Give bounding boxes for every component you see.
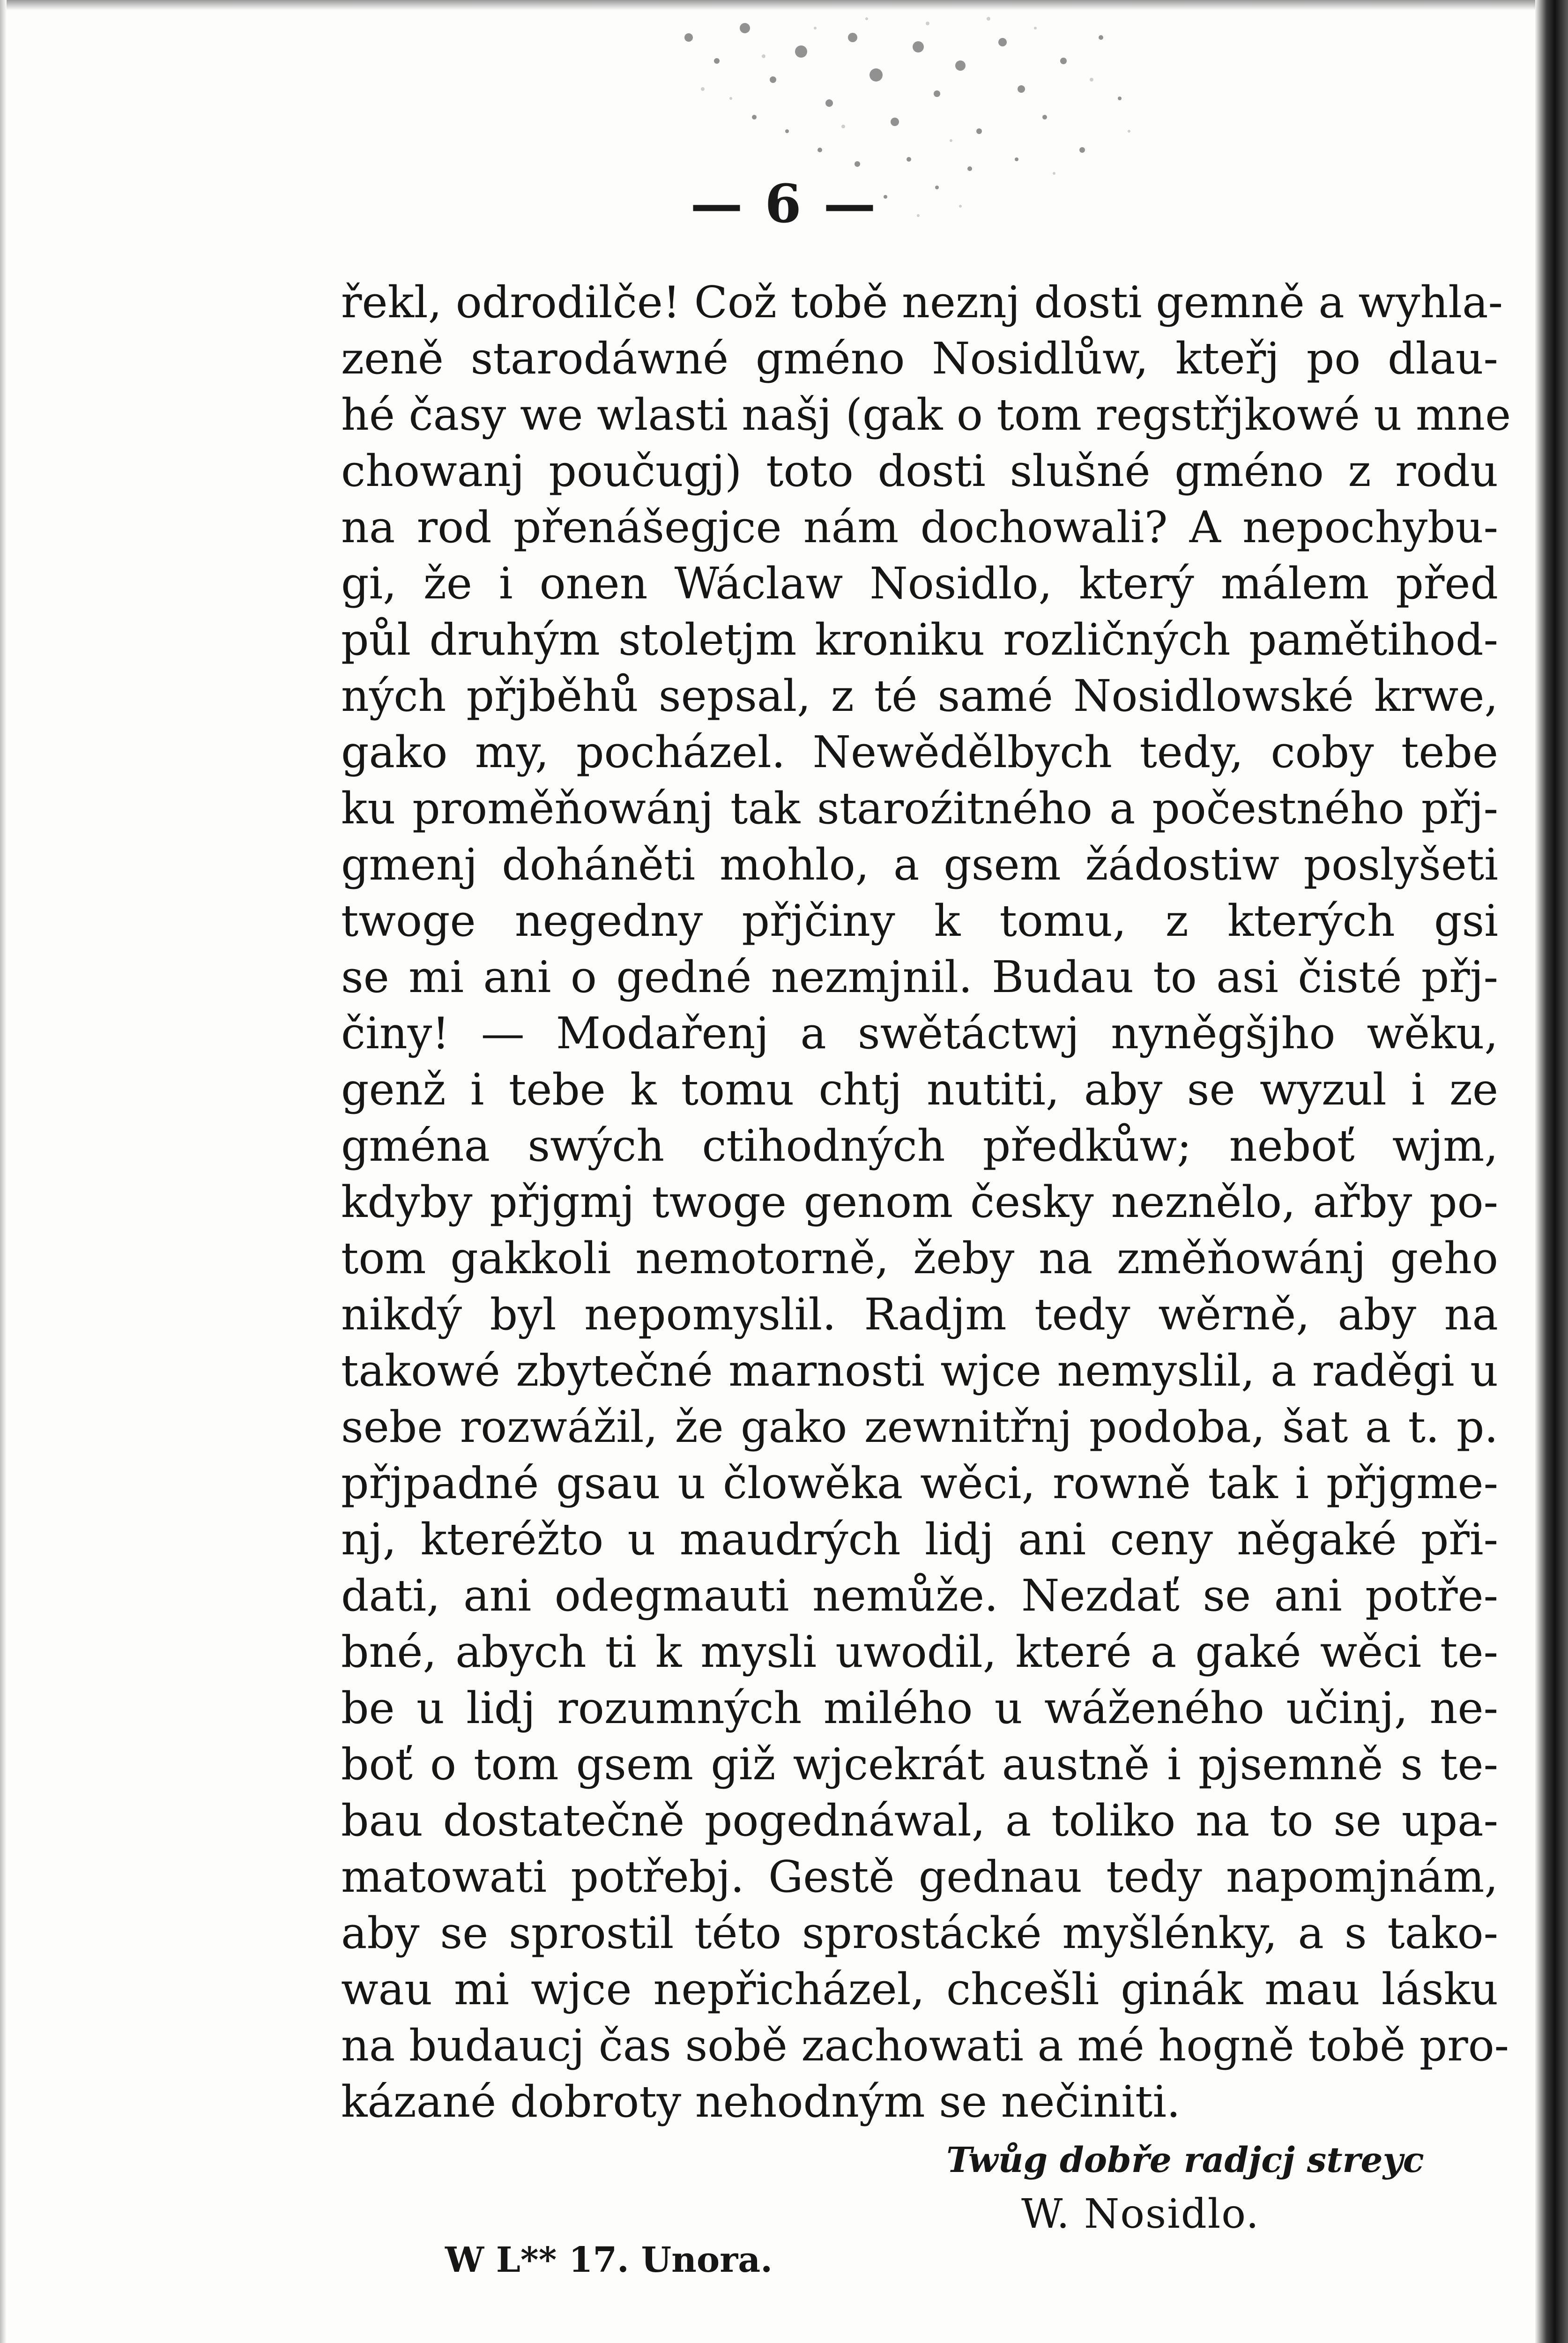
- text-line: matowati potřebj. Gestě gednau tedy napomjnám,: [341, 1851, 1498, 1902]
- text-line: se mi ani o gedné nezmjnil. Budau to asi čisté přj-: [341, 952, 1498, 1002]
- page-left-edge: [0, 0, 7, 2343]
- text-line: na budaucj čas sobě zachowati a mé hogně tobě pro-: [341, 2020, 1509, 2071]
- text-line: řekl, odrodilče! Což tobě neznj dosti gemně a wyhla-: [341, 277, 1503, 328]
- text-line: gména swých ctihodných předkůw; neboť wjm,: [341, 1120, 1498, 1171]
- text-line: be u lidj rozumných milého u wáženého učinj, ne-: [341, 1683, 1498, 1733]
- text-line: gmenj doháněti mohlo, a gsem žádostiw poslyšeti: [341, 839, 1498, 890]
- text-line: na rod přenášegjce nám dochowali? A nepochybu-: [341, 502, 1498, 552]
- text-line: bné, abych ti k mysli uwodil, které a gaké wěci te-: [341, 1627, 1498, 1677]
- text-line: twoge negedny přjčiny k tomu, z kterých gsi: [341, 895, 1498, 946]
- text-line: kdyby přjgmj twoge genom česky neznělo, ařby po-: [341, 1177, 1498, 1227]
- text-line: ných přjběhů sepsal, z té samé Nosidlowské krwe,: [341, 671, 1498, 721]
- text-line: dati, ani odegmauti nemůže. Nezdať se ani potře-: [341, 1570, 1498, 1621]
- text-line: přjpadné gsau u člowěka wěci, rowně tak i přjgme-: [341, 1458, 1498, 1508]
- text-line: sebe rozwážil, že gako zewnitřnj podoba, šat a t. p.: [341, 1402, 1498, 1452]
- text-line: gako my, pocházel. Newědělbych tedy, coby tebe: [341, 727, 1498, 777]
- text-line: bau dostatečně pogednáwal, a toliko na to se upa-: [341, 1795, 1498, 1846]
- text-line: činy! — Modařenj a swětáctwj nyněgšjho wěku,: [341, 1008, 1498, 1059]
- text-line: takowé zbytečné marnosti wjce nemyslil, a raděgi u: [341, 1345, 1498, 1396]
- text-line: hé časy we wlasti našj (gak o tom regstřjkowé u mne: [341, 389, 1511, 440]
- page-right-edge: [1535, 0, 1568, 2343]
- signature-name: W. Nosidlo.: [1021, 2191, 1260, 2238]
- text-line: zeně starodáwné gméno Nosidlůw, kteřj po dlau-: [341, 333, 1498, 384]
- text-line: kázané dobroty nehodným se nečiniti.: [341, 2076, 1181, 2127]
- text-line: aby se sprostil této sprostácké myšlénky, a s tako-: [341, 1908, 1498, 1958]
- text-line: nikdý byl nepomyslil. Radjm tedy wěrně, aby na: [341, 1289, 1498, 1340]
- text-line: gi, že i onen Wáclaw Nosidlo, který málem před: [341, 558, 1498, 609]
- page-number: — 6 —: [690, 173, 878, 235]
- text-line: nj, kteréžto u maudrých lidj ani ceny něgaké při-: [341, 1514, 1498, 1565]
- dateline: W L** 17. Unora.: [445, 2240, 773, 2280]
- text-line: wau mi wjce nepřicházel, chcešli ginák mau lásku: [341, 1964, 1498, 2015]
- text-line: genž i tebe k tomu chtj nutiti, aby se wyzul i ze: [341, 1064, 1498, 1115]
- text-line: ku proměňowánj tak staroźitného a počestného přj-: [341, 783, 1498, 834]
- signature-greeting: Twůg dobře radjcj streyc: [946, 2140, 1424, 2180]
- text-line: boť o tom gsem giž wjcekrát austně i pjsemně s te-: [341, 1739, 1498, 1790]
- text-line: půl druhým stoletjm kroniku rozličných pamětihod-: [341, 614, 1498, 665]
- letter-body: [341, 274, 1511, 2130]
- page-top-edge: [0, 0, 1568, 10]
- signature-block: [946, 2134, 1485, 2242]
- text-line: chowanj poučugj) toto dosti slušné gméno z rodu: [341, 446, 1498, 496]
- text-line: tom gakkoli nemotorně, žeby na změňowánj geho: [341, 1233, 1498, 1283]
